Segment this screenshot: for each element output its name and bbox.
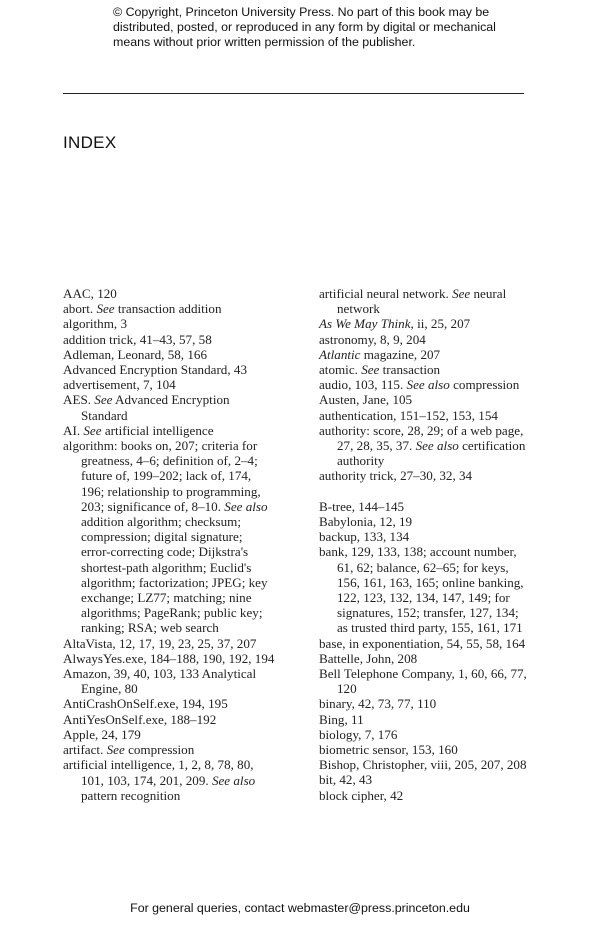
index-entry <box>319 408 531 423</box>
letter-gap <box>319 484 531 499</box>
index-entry-text: abort. <box>63 301 97 317</box>
index-entry <box>319 696 531 711</box>
index-entry-text: Austen, Jane, 105 <box>319 392 413 408</box>
index-entry <box>319 423 531 469</box>
index-entry <box>63 423 275 438</box>
index-entry-italic: See also <box>415 438 459 454</box>
index-entry-text: pattern recognition <box>81 787 181 803</box>
index-entry-text: astronomy, 8, 9, 204 <box>319 331 426 347</box>
index-entry-text: authentication, 151–152, 153, 154 <box>319 407 498 423</box>
index-entry <box>63 636 275 651</box>
index-entry-text: AntiYesOnSelf.exe, 188–192 <box>63 711 217 727</box>
index-column-right <box>319 286 531 803</box>
index-entry <box>63 347 275 362</box>
index-entry <box>319 468 531 483</box>
index-entry <box>319 788 531 803</box>
index-entry-text: compression <box>124 742 195 758</box>
index-entry-text: AltaVista, 12, 17, 19, 23, 25, 37, 207 <box>63 635 257 651</box>
index-entry <box>319 772 531 787</box>
index-entry-text: authority trick, 27–30, 32, 34 <box>319 468 473 484</box>
index-entry-italic: Atlantic <box>319 346 361 362</box>
index-entry <box>319 529 531 544</box>
index-entry-text: , ii, 25, 207 <box>410 316 471 332</box>
index-entry-text: neural network <box>337 286 507 317</box>
index-entry <box>63 316 275 331</box>
index-entry <box>63 727 275 742</box>
index-entry <box>63 362 275 377</box>
index-entry-text: Adleman, Leonard, 58, 166 <box>63 346 207 362</box>
index-entry <box>319 636 531 651</box>
index-entry-italic: See also <box>224 498 268 514</box>
index-entry <box>319 377 531 392</box>
index-entry <box>63 301 275 316</box>
index-entry <box>319 742 531 757</box>
index-entry-text: AI. <box>63 422 84 438</box>
index-entry-italic: See <box>83 422 102 438</box>
index-entry-text: AAC, 120 <box>63 286 117 301</box>
index-entry-text: bank, 129, 133, 138; account number, 61, 62; balance, 62–65; for keys, 156, 161, 163, 165; online banking, 122, 123, 132, 134, 147, 149; for signatures, 152; transfer, 127, 134; as trusted third party, 155, 161, 171 <box>319 544 524 636</box>
index-entry <box>63 757 275 803</box>
index-entry-text: Bing, 11 <box>319 711 364 727</box>
footer-contact: For general queries, contact webmaster@press.princeton.edu <box>130 901 470 915</box>
index-entry <box>319 514 531 529</box>
index-entry-text: Advanced Encryption Standard, 43 <box>63 362 247 378</box>
index-entry <box>319 347 531 362</box>
index-entry-text: compression <box>449 377 520 393</box>
index-entry-text: Battelle, John, 208 <box>319 650 418 666</box>
index-entry-italic: See <box>96 301 115 317</box>
index-entry-text: block cipher, 42 <box>319 787 404 803</box>
index-entry-text: authority: score, 28, 29; of a web page, 27, 28, 35, 37. <box>319 422 524 454</box>
index-entry-text: transaction addition <box>114 301 222 317</box>
index-entry-text: Amazon, 39, 40, 103, 133 Analytical Engine, 80 <box>63 666 257 697</box>
index-entry <box>319 332 531 347</box>
index-entry-text: AntiCrashOnSelf.exe, 194, 195 <box>63 696 228 712</box>
index-entry-italic: As We May Think <box>319 316 411 332</box>
index-entry-italic: See <box>106 742 125 758</box>
index-entry-text: artificial intelligence, 1, 2, 8, 78, 80, 101, 103, 174, 201, 209. <box>63 757 254 788</box>
index-entry-text: algorithm, 3 <box>63 316 128 332</box>
index-entry-text: atomic. <box>319 362 362 378</box>
index-entry-italic: See <box>452 286 471 301</box>
index-entry <box>319 757 531 772</box>
index-entry-text: biology, 7, 176 <box>319 726 398 742</box>
index-entry <box>63 392 275 422</box>
index-entry <box>63 651 275 666</box>
index-entry <box>63 286 275 301</box>
index-entry-text: B-tree, 144–145 <box>319 498 405 514</box>
page-title: INDEX <box>63 133 117 152</box>
index-entry <box>63 666 275 696</box>
index-entry-italic: See also <box>211 772 256 788</box>
index-entry-text: algorithm: books on, 207; criteria for greatness, 4–6; definition of, 2–4; future of, 199–202; lack of, 174, 196; relationship to programming, 203; significance of, 8–10. <box>63 438 261 514</box>
index-entry <box>63 438 275 636</box>
index-entry-text: binary, 42, 73, 77, 110 <box>319 696 437 712</box>
index-entry-text: artifact. <box>63 742 107 758</box>
index-entry-text: advertisement, 7, 104 <box>63 377 176 393</box>
index-entry <box>319 727 531 742</box>
index-entry-text: artificial intelligence <box>101 422 214 438</box>
index-entry-text: audio, 103, 115. <box>319 377 407 393</box>
index-entry-text: Apple, 24, 179 <box>63 726 141 742</box>
index-entry <box>319 712 531 727</box>
index-entry <box>319 286 531 316</box>
index-entry <box>63 712 275 727</box>
index-entry-italic: See <box>94 392 113 408</box>
index-entry-text: certification authority <box>337 438 526 469</box>
index-entry-text: Advanced Encryption Standard <box>81 392 230 423</box>
index-entry-text: AlwaysYes.exe, 184–188, 190, 192, 194 <box>63 650 275 666</box>
copyright-notice: © Copyright, Princeton University Press. No part of this book may be distributed, posted, or reproduced in any form by digital or mechanical means without prior written permission of the publisher. <box>113 5 496 49</box>
index-entry-text: magazine, 207 <box>360 346 441 362</box>
index-entry-text: artificial neural network. <box>319 286 453 301</box>
index-entry-italic: See also <box>406 377 450 393</box>
index-entry-text: Babylonia, 12, 19 <box>319 514 413 530</box>
index-entry-text: transaction <box>379 362 441 378</box>
index-entry <box>319 499 531 514</box>
index-entry <box>63 332 275 347</box>
header-rule <box>63 93 524 94</box>
index-entry <box>63 377 275 392</box>
index-entry <box>319 651 531 666</box>
index-entry <box>63 742 275 757</box>
index-entry-italic: See <box>361 362 380 378</box>
index-entry-text: Bishop, Christopher, viii, 205, 207, 208 <box>319 757 527 773</box>
index-entry-text: AES. <box>63 392 95 408</box>
index-entry <box>319 392 531 407</box>
index-entry-text: Bell Telephone Company, 1, 60, 66, 77, 120 <box>319 666 527 697</box>
index-entry-text: biometric sensor, 153, 160 <box>319 742 458 758</box>
index-entry-text: addition algorithm; checksum; compression; digital signature; error-correcting code; Dijkstra's shortest-path algorithm; Euclid's algorithm; factorization; JPEG; key exchange; LZ77; matching; nine algorithms; PageRank; public key; ranking; RSA; web search <box>81 514 268 636</box>
index-column-left <box>63 286 275 803</box>
index-entry <box>319 544 531 635</box>
index-entry-text: bit, 42, 43 <box>319 772 373 788</box>
index-entry <box>63 696 275 711</box>
index-entry-text: base, in exponentiation, 54, 55, 58, 164 <box>319 635 526 651</box>
index-entry <box>319 666 531 696</box>
index-entry-text: backup, 133, 134 <box>319 529 410 545</box>
index-entry <box>319 316 531 331</box>
index-entry <box>319 362 531 377</box>
index-entry-text: addition trick, 41–43, 57, 58 <box>63 331 212 347</box>
